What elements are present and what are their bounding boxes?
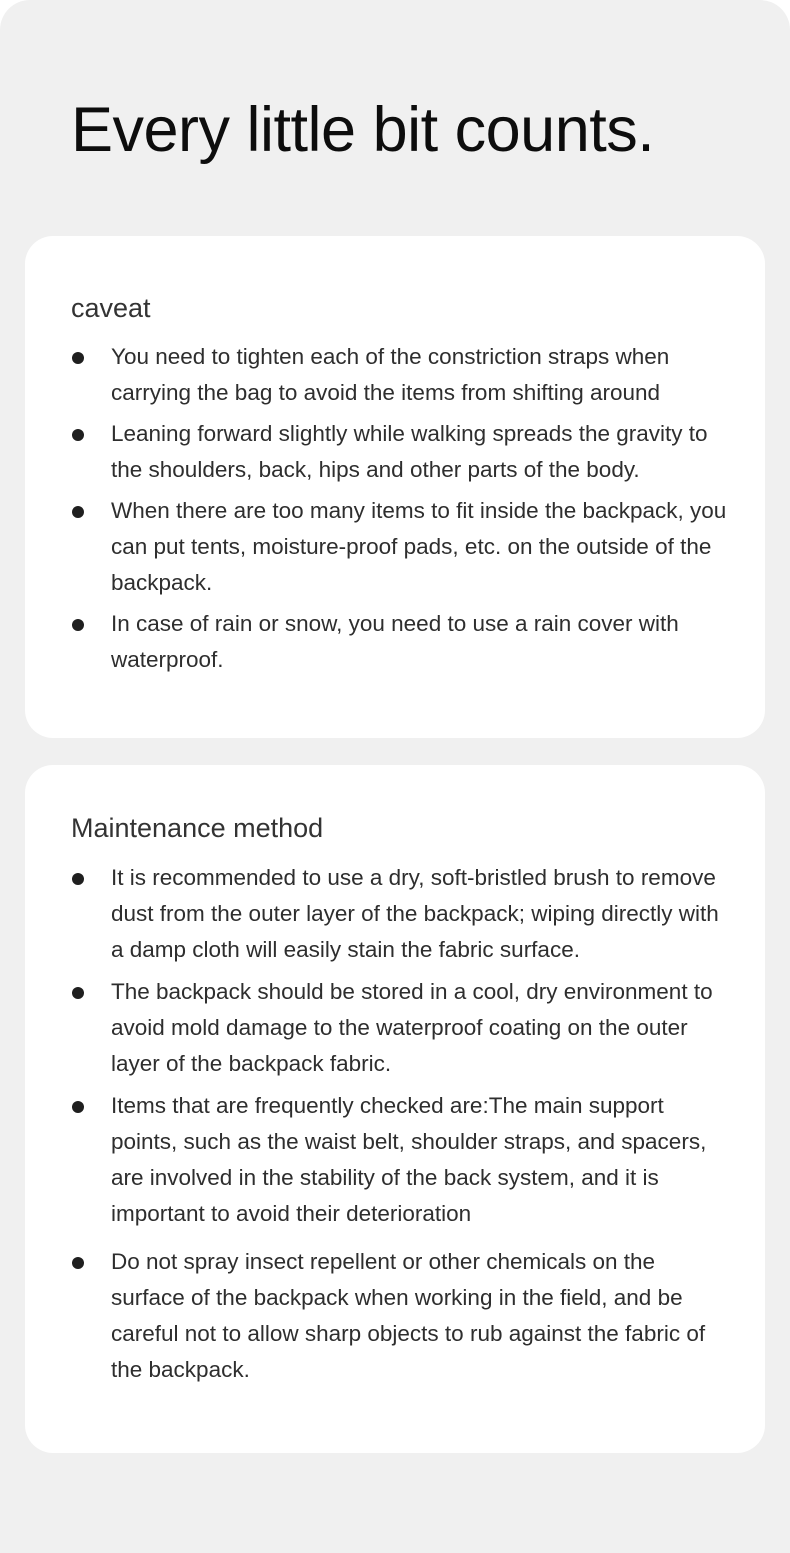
maintenance-list-item [71, 1244, 765, 1388]
bullet-dot-icon [72, 873, 84, 885]
page-title: Every little bit counts. [71, 95, 655, 165]
caveat-item-text: When there are too many items to fit inside the backpack, you can put tents, moisture-proof pads, etc. on the outside of the backpack. [111, 498, 727, 595]
bullet-dot-icon [72, 352, 84, 364]
bullet-dot-icon [72, 1101, 84, 1113]
maintenance-item-text: Do not spray insect repellent or other chemicals on the surface of the backpack when working in the field, and be careful not to allow sharp objects to rub against the fabric of the backpack. [111, 1249, 706, 1382]
caveat-card [25, 236, 765, 738]
caveat-item-text: You need to tighten each of the constriction straps when carrying the bag to avoid the items from shifting around [111, 344, 670, 405]
bullet-dot-icon [72, 619, 84, 631]
caveat-list-item [71, 416, 765, 488]
maintenance-item-text: It is recommended to use a dry, soft-bristled brush to remove dust from the outer layer of the backpack; wiping directly with a damp cloth will easily stain the fabric surface. [111, 865, 719, 962]
maintenance-list-item [71, 860, 765, 968]
maintenance-item-text: Items that are frequently checked are:The main support points, such as the waist belt, shoulder straps, and spacers, are involved in the stability of the back system, and it is important to avoid their deterioration [111, 1093, 707, 1226]
maintenance-item-text: The backpack should be stored in a cool, dry environment to avoid mold damage to the waterproof coating on the outer layer of the backpack fabric. [111, 979, 713, 1076]
caveat-list [71, 339, 765, 678]
maintenance-heading: Maintenance method [71, 813, 324, 843]
caveat-list-item [71, 606, 765, 678]
bullet-dot-icon [72, 1257, 84, 1269]
caveat-list-item [71, 493, 765, 601]
caveat-heading: caveat [71, 293, 151, 323]
maintenance-card [25, 765, 765, 1453]
maintenance-list-item [71, 1088, 765, 1232]
bullet-dot-icon [72, 506, 84, 518]
maintenance-list-item [71, 974, 765, 1082]
bullet-dot-icon [72, 429, 84, 441]
caveat-item-text: Leaning forward slightly while walking spreads the gravity to the shoulders, back, hips and other parts of the body. [111, 421, 708, 482]
bullet-dot-icon [72, 987, 84, 999]
maintenance-list [71, 860, 765, 1388]
caveat-list-item [71, 339, 765, 411]
caveat-item-text: In case of rain or snow, you need to use a rain cover with waterproof. [111, 611, 679, 672]
